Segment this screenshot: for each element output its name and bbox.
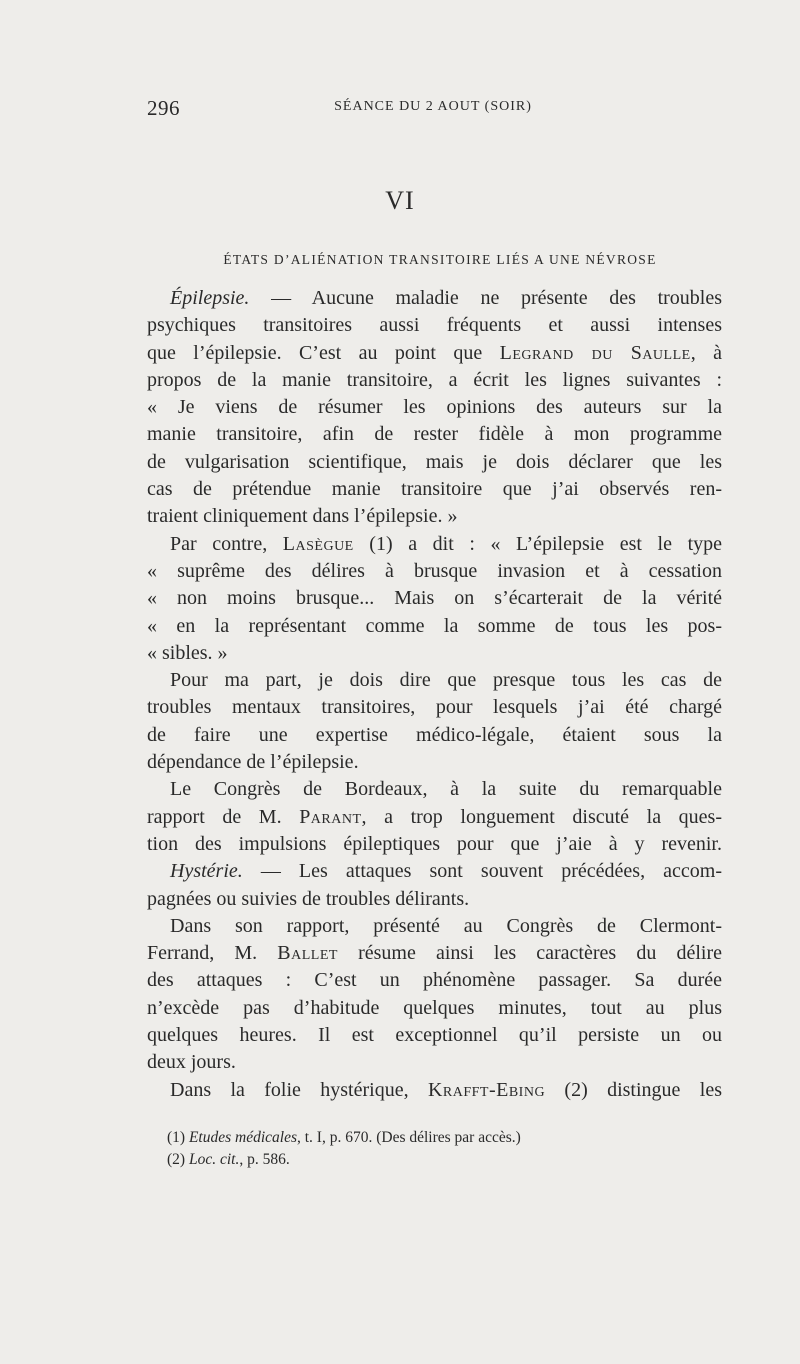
subsection-label: Épilepsie. xyxy=(170,287,250,309)
text-line: Par contre, Lasègue (1) a dit : « L’épilepsie est le type xyxy=(170,532,723,555)
text-line: Ferrand, M. Ballet résume ainsi les caractères du délire xyxy=(147,942,722,965)
text-line: de vulgarisation scientifique, mais je dois déclarer que les xyxy=(147,450,722,473)
text-line: n’excède pas d’habitude quelques minutes, tout au plus xyxy=(147,996,722,1019)
text-line: pagnées ou suivies de troubles délirants. xyxy=(147,887,470,910)
footnote-2: (2) Loc. cit., p. 586. xyxy=(167,1151,290,1168)
text-line: dépendance de l’épilepsie. xyxy=(147,751,359,774)
text-line: de faire une expertise médico-légale, étaient sous la xyxy=(147,723,722,746)
running-head xyxy=(147,96,719,126)
subsection-label: Hystérie. xyxy=(170,860,243,883)
text-line: Dans son rapport, présenté au Congrès de Clermont- xyxy=(170,914,722,937)
page-number: 296 xyxy=(147,96,180,120)
text-line: rapport de M. Parant, a trop longuement discuté la ques- xyxy=(147,805,722,828)
text-line: Dans la folie hystérique, Krafft-Ebing (2) distingue les xyxy=(170,1078,723,1101)
text-line: Le Congrès de Bordeaux, à la suite du remarquable xyxy=(170,778,722,801)
text-line: que l’épilepsie. C’est au point que Legrand du Saulle, à xyxy=(147,341,722,364)
section-number: VI xyxy=(385,186,415,215)
text-line: tion des impulsions épileptiques pour que j’aie à y revenir. xyxy=(147,832,722,855)
text-line: manie transitoire, afin de rester fidèle à mon programme xyxy=(147,423,722,446)
text-line: Hystérie. — Les attaques sont souvent précédées, accom- xyxy=(170,860,722,883)
section-title: ÉTATS D’ALIÉNATION TRANSITOIRE LIÉS A UNE NÉVROSE xyxy=(223,252,657,267)
text-line: des attaques : C’est un phénomène passager. Sa durée xyxy=(147,969,722,992)
text-line: propos de la manie transitoire, a écrit les lignes suivantes : xyxy=(147,368,722,391)
author-name: Legrand du Saulle xyxy=(499,341,691,364)
text-line: Pour ma part, je dois dire que presque tous les cas de xyxy=(170,669,722,692)
footnotes xyxy=(167,1127,727,1171)
text-line: « en la représentant comme la somme de tous les pos- xyxy=(147,614,722,637)
author-name: Lasègue xyxy=(282,532,354,555)
author-name: Ballet xyxy=(277,942,338,965)
text-line: quelques heures. Il est exceptionnel qu’il persiste un ou xyxy=(147,1024,722,1047)
text-line: traient cliniquement dans l’épilepsie. » xyxy=(147,505,458,528)
text-line: cas de prétendue manie transitoire que j’ai observés ren- xyxy=(147,478,722,501)
text-line: « Je viens de résumer les opinions des auteurs sur la xyxy=(147,396,722,419)
author-name: Parant xyxy=(299,805,362,828)
text-line: « suprême des délires à brusque invasion et à cessation xyxy=(147,559,722,582)
text-line: « sibles. » xyxy=(147,641,228,664)
text-line: Épilepsie. — Aucune maladie ne présente des troubles xyxy=(170,287,722,309)
running-title: SÉANCE DU 2 AOUT (SOIR) xyxy=(334,99,532,114)
text-line: troubles mentaux transitoires, pour lesquels j’ai été chargé xyxy=(147,696,722,719)
body-text xyxy=(147,285,722,1104)
text-line: psychiques transitoires aussi fréquents et aussi intenses xyxy=(147,314,722,337)
text-line: deux jours. xyxy=(147,1051,236,1074)
footnote-1: (1) Etudes médicales, t. I, p. 670. (Des délires par accès.) xyxy=(167,1129,521,1146)
text-line: « non moins brusque... Mais on s’écarterait de la vérité xyxy=(147,587,722,610)
author-name: Krafft-Ebing xyxy=(427,1078,546,1101)
